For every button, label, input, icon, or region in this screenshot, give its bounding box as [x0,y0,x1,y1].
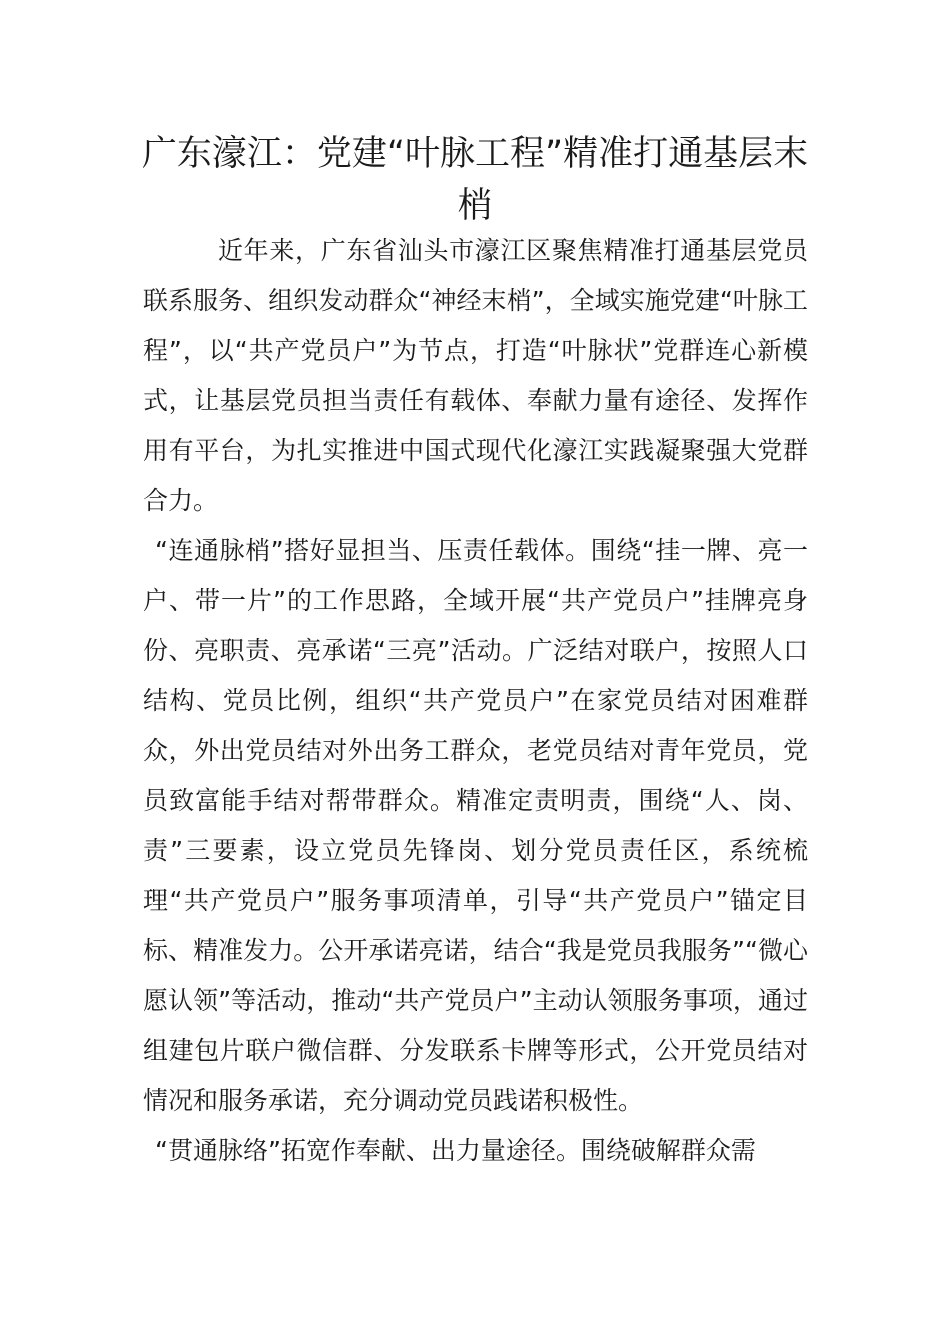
document-body [143,226,808,1176]
document-title: 广东濠江：党建“叶脉工程”精准打通基层末梢 [141,134,809,226]
paragraph-through-veins: “贯通脉络”拓宽作奉献、出力量途径。围绕破解群众需 [155,1136,756,1165]
paragraph-connect-veins: “连通脉梢”搭好显担当、压责任载体。围绕“挂一牌、亮一户、带一片”的工作思路，全域开展“共产党员户”挂牌亮身份、亮职责、亮承诺“三亮”活动。广泛结对联户，按照人口结构、党员比例，组织“共产党员户”在家党员结对困难群众，外出党员结对外出务工群众，老党员结对青年党员，党员致富能手结对帮带群众。精准定责明责，围绕“人、岗、责”三要素，设立党员先锋岗、划分党员责任区，系统梳理“共产党员户”服务事项清单，引导“共产党员户”锚定目标、精准发力。公开承诺亮诺，结合“我是党员我服务”“微心愿认领”等活动，推动“共产党员户”主动认领服务事项，通过组建包片联户微信群、分发联系卡牌等形式，公开党员结对情况和服务承诺，充分调动党员践诺积极性。 [143,536,808,1115]
paragraph-intro: 近年来，广东省汕头市濠江区聚焦精准打通基层党员联系服务、组织发动群众“神经末梢”，全域实施党建“叶脉工程”，以“共产党员户”为节点，打造“叶脉状”党群连心新模式，让基层党员担当责任有载体、奉献力量有途径、发挥作用有平台，为扎实推进中国式现代化濠江实践凝聚强大党群合力。 [143,236,808,515]
